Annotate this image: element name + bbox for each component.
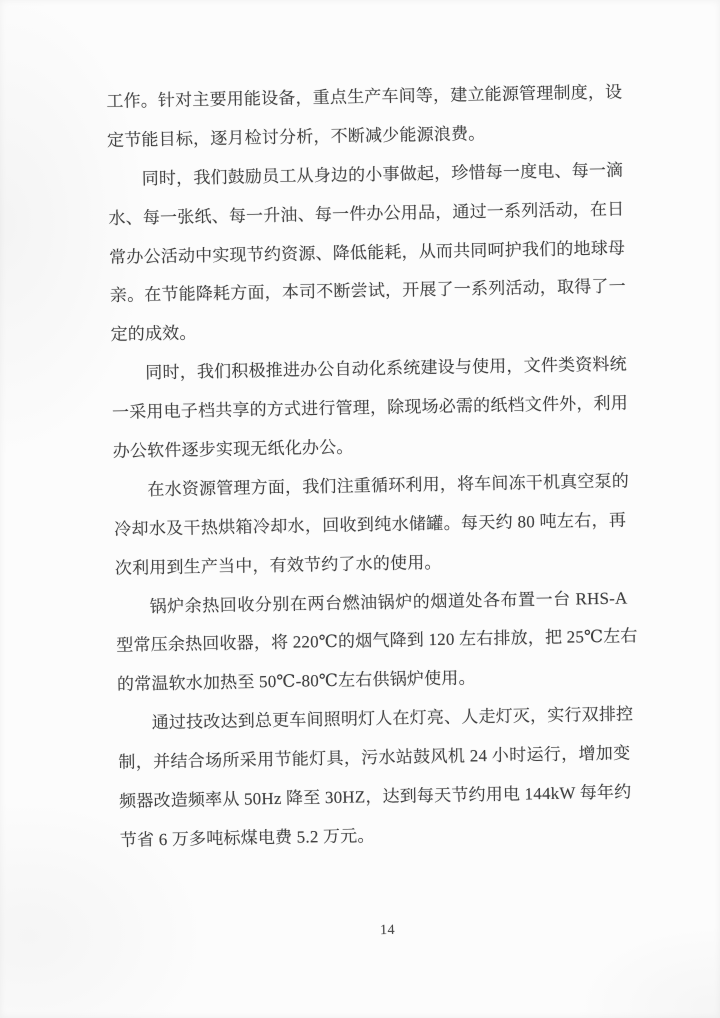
text-line: 亲。在节能降耗方面，本司不断尝试，开展了一系列活动，取得了一: [109, 276, 626, 306]
text-line: 通过技改达到总更车间照明灯人在灯亮、人走灯灭，实行双排控: [151, 704, 634, 733]
text-line: 水、每一张纸、每一升油、每一件办公用品，通过一系列活动，在日: [108, 199, 625, 228]
page-number: 14: [379, 922, 396, 939]
text-line: 的常温软水加热至 50℃-80℃左右供锅炉使用。: [116, 668, 476, 695]
text-line: 办公软件逐步实现无纸化办公。: [112, 437, 354, 461]
text-line: 节省 6 万多吨标煤电费 5.2 万元。: [119, 826, 375, 850]
text-line: 冷却水及干热烘箱冷却水，回收到纯水储罐。每天约 80 吨左右，再: [114, 510, 627, 539]
text-line: 一采用电子档共享的方式进行管理，除现场必需的纸档文件外，利用: [111, 393, 629, 423]
text-line: 同时，我们鼓励员工从身边的小事做起，珍惜每一度电、每一滴: [141, 160, 624, 189]
text-line: 工作。针对主要用能设备，重点生产车间等，建立能源管理制度，设: [106, 82, 623, 111]
text-line: 制，并结合场所采用节能灯具，污水站鼓风机 24 小时运行，增加变: [118, 743, 631, 773]
text-line: 锅炉余热回收分别在两台燃油锅炉的烟道处各布置一台 RHS-A: [149, 588, 628, 616]
text-line: 频器改造频率从 50Hz 降至 30HZ，达到每天节约用电 144kW 每年约: [118, 782, 632, 811]
text-line: 在水资源管理方面，我们注重循环利用，将车间冻干机真空泵的: [147, 471, 630, 500]
document-text-block: [106, 74, 638, 861]
text-line: 定的成效。: [110, 323, 197, 345]
text-line: 常办公活动中实现节约资源、降低能耗，从而共同呵护我们的地球母: [109, 238, 626, 267]
text-line: 同时，我们积极推进办公自动化系统建设与使用，文件类资料统: [145, 354, 628, 383]
scan-tilt-wrapper: [106, 74, 638, 983]
text-line: 次利用到生产当中，有效节约了水的使用。: [114, 552, 442, 578]
text-line: 定节能目标，逐月检讨分析，不断减少能源浪费。: [106, 123, 486, 150]
text-line: 型常压余热回收器，将 220℃的烟气降到 120 左右排放，把 25℃左右: [116, 626, 638, 656]
